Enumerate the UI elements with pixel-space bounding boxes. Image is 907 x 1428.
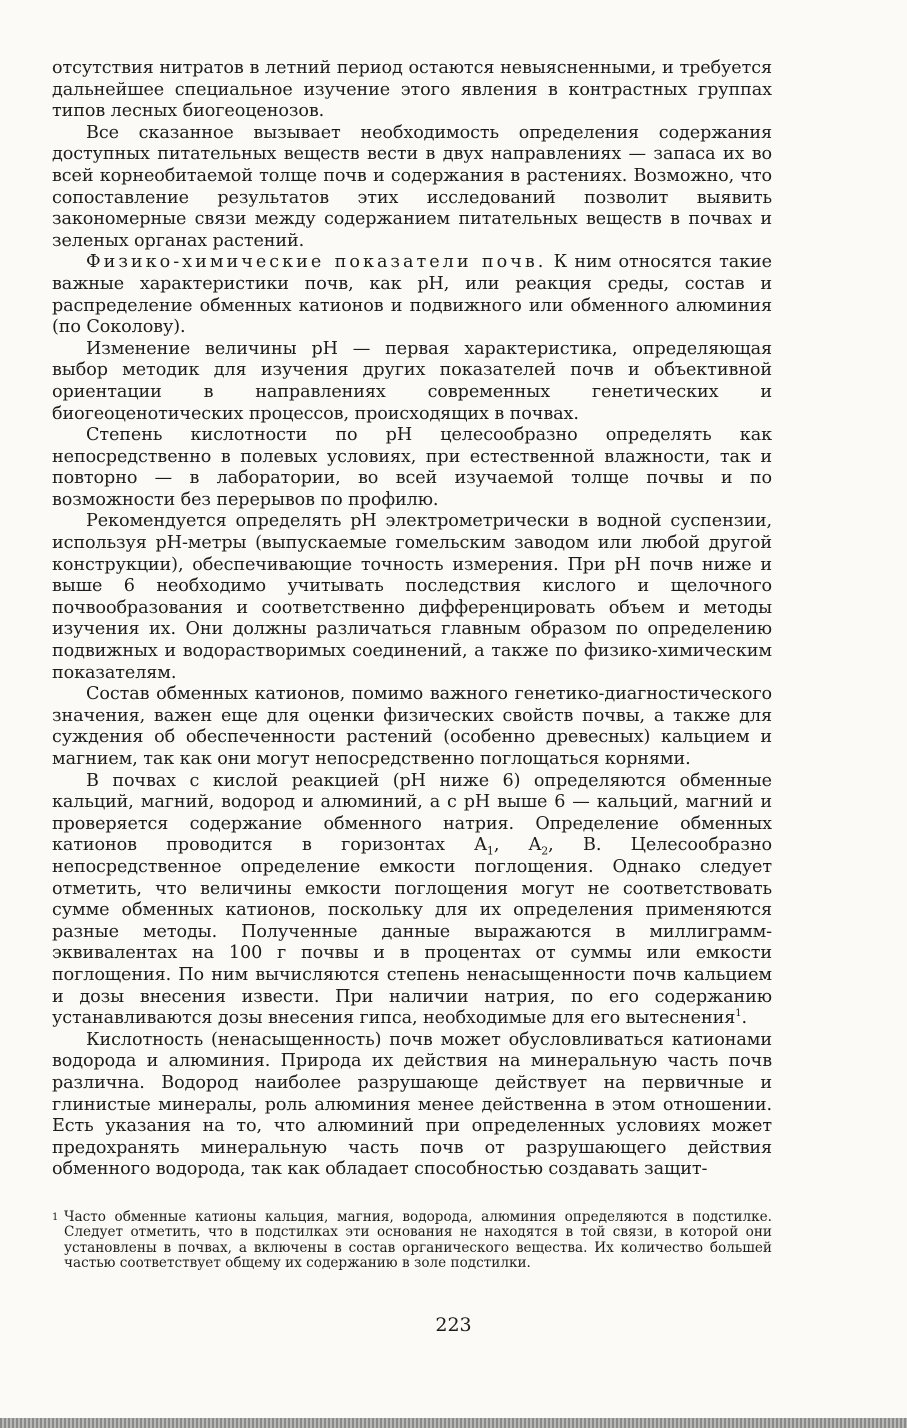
paragraph: Рекомендуется определять pH электрометрически в водной суспензии, используя pH-метры (выпускаемые гомельским заводом или любой другой конструкции), обеспечивающие точность измерения. При pH почв ниже и выше 6 необходимо учитывать последствия кислого и щелочного почвообразования и соответственно дифференцировать объем и методы изучения их. Они должны различаться главным образом по определению подвижных и водорастворимых соединений, а также по физико-химическим показателям. xyxy=(52,511,772,683)
section-heading: Физико-химические показатели почв. xyxy=(86,252,547,273)
paragraph-text: . xyxy=(741,1008,747,1029)
paragraph-text: В почвах с кислой реакцией (pH ниже 6) определяются обменные кальций, магний, водород и алюминий, а с pH выше 6 — кальций, магний и проверяется содержание обменного натрия. Определение обменных катионов проводится в горизонтах A xyxy=(52,770,772,856)
footnote-text: Часто обменные катионы кальция, магния, водорода, алюминия определяются в подстилке. Следует отметить, что в подстилках эти основания не находятся в той связи, в которой они установлены в почвах, а включены в состав органического вещества. Их количество большей частью соответствует общему их содержанию в золе подстилки. xyxy=(64,1209,772,1272)
body-text xyxy=(52,58,772,1181)
paragraph-text: К ним относятся такие важные характеристики почв, как pH, или реакция среды, состав и распределение обменных катионов и подвижного или обменного алюминия (по Соколову). xyxy=(52,252,772,338)
page-number: 223 xyxy=(435,1314,472,1336)
paragraph: Все сказанное вызывает необходимость определения содержания доступных питательных веществ вести в двух направлениях — запаса их во всей корнеобитаемой толще почв и содержания в растениях. Возможно, что сопоставление результатов этих исследований позволит выявить закономерные связи между содержанием питательных веществ в почвах и зеленых органах растений. xyxy=(52,122,772,251)
paragraph: Кислотность (ненасыщенность) почв может обусловливаться катионами водорода и алюминия. Природа их действия на минеральную часть почв различна. Водород наиболее разрушающе действует на первичные и глинистые минералы, роль алюминия менее действенна в этом отношении. Есть указания на то, что алюминий при определенных условиях может предохранять минеральную часть почв от разрушающего действия обменного водорода, так как обладает способностью создавать защит- xyxy=(52,1029,772,1180)
paragraph: Степень кислотности по pH целесообразно определять как непосредственно в полевых условиях, при естественной влажности, так и повторно — в лаборатории, во всей изучаемой толще почвы и по возможности без перерывов по профилю. xyxy=(52,425,772,510)
footnote-ref: 1 xyxy=(735,1008,742,1020)
paragraph: отсутствия нитратов в летний период остаются невыясненными, и требуется дальнейшее специальное изучение этого явления в контрастных группах типов лесных биогеоценозов. xyxy=(52,58,772,122)
footnote xyxy=(52,1210,772,1272)
paragraph-cations xyxy=(52,771,772,1030)
paragraph-text: , B. Целесообразно непосредственное определение емкости поглощения. Однако следует отметить, что величины емкости поглощения могут не соответствовать сумме обменных катионов, поскольку для их определения применяются разные методы. Полученные данные выражаются в миллиграмм-эквивалентах на 100 г почвы и в процентах от суммы или емкости поглощения. По ним вычисляются степень ненасыщенности почв кальцием и дозы внесения извести. При наличии натрия, по его содержанию устанавливаются дозы внесения гипса, необходимые для его вытеснения xyxy=(52,835,773,1029)
subscript: 2 xyxy=(541,844,549,858)
subscript: 1 xyxy=(486,844,494,858)
paragraph: Состав обменных катионов, помимо важного генетико-диагностического значения, важен еще для оценки физических свойств почвы, а также для суждения об обеспеченности растений (особенно древесных) кальцием и магнием, так как они могут непосредственно поглощаться корнями. xyxy=(52,684,772,769)
paragraph-physchem xyxy=(52,252,772,338)
paragraph-text: , A xyxy=(493,835,542,856)
scan-edge xyxy=(0,1418,907,1428)
paragraph: Изменение величины pH — первая характеристика, определяющая выбор методик для изучения других показателей почв и объективной ориентации в направлениях современных генетических и биогеоценотических процессов, происходящих в почвах. xyxy=(52,338,772,424)
footnote-mark: 1 xyxy=(52,1212,59,1223)
